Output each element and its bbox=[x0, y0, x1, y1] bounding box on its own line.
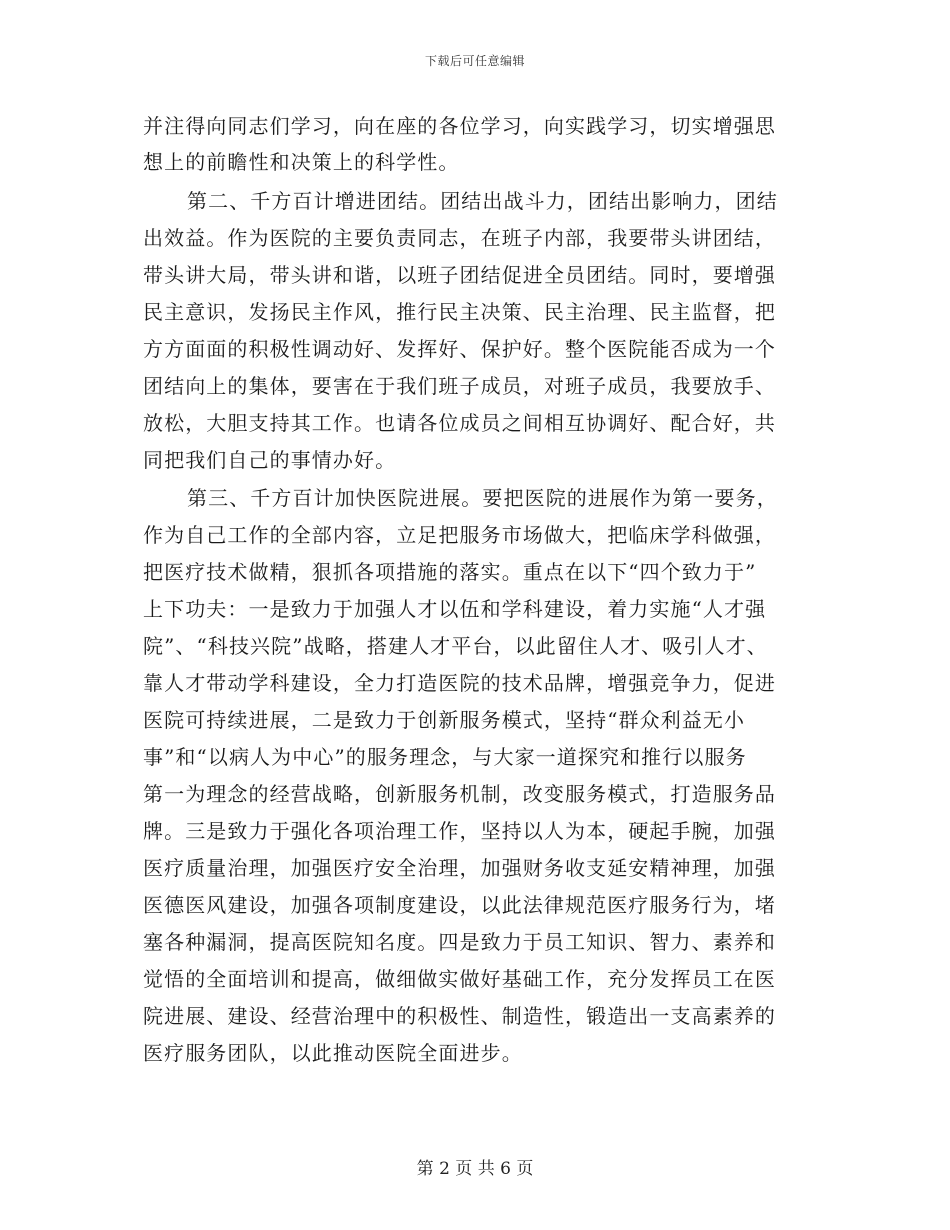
text-line: 放松，大胆支持其工作。也请各位成员之间相互协调好、配合好，共 bbox=[143, 411, 776, 435]
text-line: 第三、千方百计加快医院进展。要把医院的进展作为第一要务， bbox=[187, 486, 778, 510]
page-header: 下载后可任意编辑 bbox=[424, 54, 525, 68]
page-number-footer: 第 2 页 共 6 页 bbox=[416, 1159, 534, 1179]
text-line: 院”、“科技兴院”战略，搭建人才平台，以此留住人才、吸引人才、 bbox=[143, 634, 768, 658]
text-line: 医德医风建设，加强各项制度建设，以此法律规范医疗服务行为，堵 bbox=[143, 893, 776, 917]
text-line: 医疗质量治理，加强医疗安全治理，加强财务收支延安精神理，加强 bbox=[143, 856, 776, 880]
text-line: 方方面面的积极性调动好、发挥好、保护好。整个医院能否成为一个 bbox=[143, 337, 776, 361]
text-line: 觉悟的全面培训和提高，做细做实做好基础工作，充分发挥员工在医 bbox=[143, 967, 776, 991]
text-line: 民主意识，发扬民主作风，推行民主决策、民主治理、民主监督，把 bbox=[143, 300, 776, 324]
text-line: 出效益。作为医院的主要负责同志，在班子内部，我要带头讲团结， bbox=[143, 226, 776, 250]
text-line: 团结向上的集体，要害在于我们班子成员，对班子成员，我要放手、 bbox=[143, 374, 776, 398]
text-line: 第二、千方百计增进团结。团结出战斗力，团结出影响力，团结 bbox=[187, 189, 778, 213]
text-line: 带头讲大局，带头讲和谐，以班子团结促进全员团结。同时，要增强 bbox=[143, 263, 776, 287]
text-line: 医院可持续进展，二是致力于创新服务模式，坚持“群众利益无小 bbox=[143, 708, 746, 732]
text-line: 第一为理念的经营战略，创新服务机制，改变服务模式，打造服务品 bbox=[143, 782, 776, 806]
text-line: 同把我们自己的事情办好。 bbox=[143, 448, 397, 472]
text-line: 并注得向同志们学习，向在座的各位学习，向实践学习，切实增强思 bbox=[143, 114, 776, 138]
text-line: 院进展、建设、经营治理中的积极性、制造性，锻造出一支高素养的 bbox=[143, 1004, 776, 1028]
text-line: 牌。三是致力于强化各项治理工作，坚持以人为本，硬起手腕，加强 bbox=[143, 819, 776, 843]
text-line: 想上的前瞻性和决策上的科学性。 bbox=[143, 150, 460, 174]
text-line: 作为自己工作的全部内容，立足把服务市场做大，把临床学科做强， bbox=[143, 523, 776, 547]
text-line: 上下功夫：一是致力于加强人才以伍和学科建设，着力实施“人才强 bbox=[143, 597, 767, 621]
text-line: 把医疗技术做精，狠抓各项措施的落实。重点在以下“四个致力于” bbox=[143, 560, 757, 584]
text-line: 事”和“以病人为中心”的服务理念，与大家一道探究和推行以服务 bbox=[143, 745, 747, 769]
text-line: 塞各种漏洞，提高医院知名度。四是致力于员工知识、智力、素养和 bbox=[143, 930, 776, 954]
text-line: 靠人才带动学科建设，全力打造医院的技术品牌，增强竞争力，促进 bbox=[143, 671, 776, 695]
text-line: 医疗服务团队，以此推动医院全面进步。 bbox=[143, 1041, 523, 1065]
